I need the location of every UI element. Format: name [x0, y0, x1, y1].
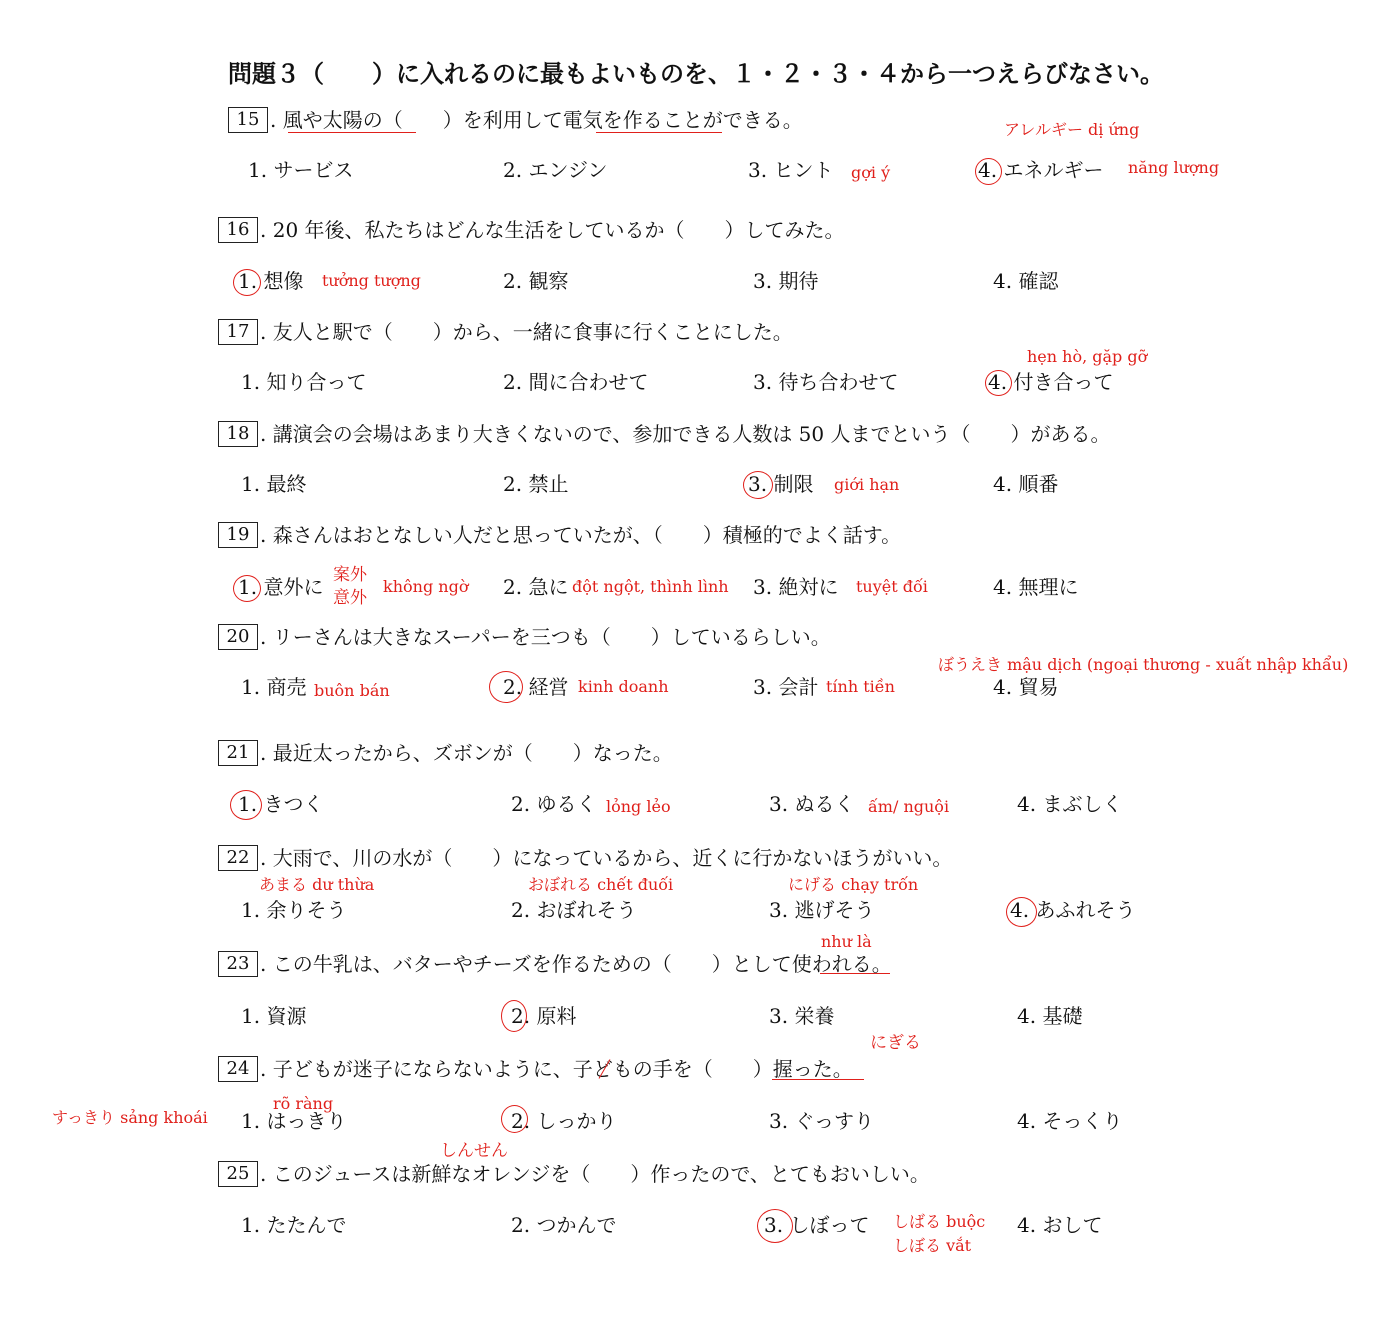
note-shinsen: しんせん: [440, 1141, 508, 1161]
option: 1. たたんで: [241, 1213, 347, 1237]
note-goi-y: gợi ý: [851, 163, 891, 182]
note-long-leo: lỏng lẻo: [606, 797, 671, 816]
option: 2. 急に: [503, 575, 569, 599]
question-text: . 最近太ったから、ズボンが（ ）なった。: [260, 741, 673, 765]
option: 2. 観察: [503, 269, 569, 293]
question-number: 23: [218, 951, 258, 977]
note-buon-ban: buôn bán: [314, 681, 390, 700]
option: 1. 余りそう: [241, 898, 347, 922]
option: 3. 栄養: [769, 1004, 835, 1028]
answer-circle: [489, 671, 523, 703]
answer-circle: [233, 575, 261, 602]
red-underline: [288, 132, 416, 133]
question-text: . このジュースは新鮮なオレンジを（ ）作ったので、とてもおいしい。: [260, 1162, 930, 1186]
option: 4. 貿易: [993, 675, 1059, 699]
note-nigiru: にぎる: [870, 1033, 921, 1053]
option: 3. ぐっすり: [769, 1109, 875, 1133]
note-shiboru-vat: しぼる vắt: [893, 1236, 972, 1255]
answer-circle: [501, 1105, 528, 1133]
option: 2. ゆるく: [511, 792, 597, 816]
question-number: 24: [218, 1056, 258, 1082]
answer-circle: [975, 158, 1002, 185]
question-text: . 風や太陽の（ ）を利用して電気を作ることができる。: [270, 108, 803, 132]
option: 2. 原料: [511, 1004, 577, 1028]
option: 1. 資源: [241, 1004, 307, 1028]
option: 3. 会計: [753, 675, 819, 699]
red-underline: [772, 1079, 864, 1080]
note-dot-ngot: đột ngột, thình lình: [572, 577, 729, 596]
note-tuyet-doi: tuyệt đối: [856, 577, 928, 596]
option: 4. 確認: [993, 269, 1059, 293]
note-nigeru: にげる chạy trốn: [788, 875, 919, 894]
option: 3. 制限: [748, 472, 814, 496]
option: 4. エネルギー: [978, 158, 1104, 182]
question-number: 25: [218, 1161, 258, 1187]
page-title: 問題３（ ）に入れるのに最もよいものを、１・２・３・４から一つえらびなさい。: [228, 59, 1164, 88]
option: 3. ぬるく: [769, 792, 855, 816]
note-nang-luong: năng lượng: [1128, 158, 1220, 177]
note-shibaru-buoc: しばる buộc: [893, 1212, 986, 1231]
option: 4. 付き合って: [988, 370, 1114, 394]
question-text: . 20 年後、私たちはどんな生活をしているか（ ）してみた。: [260, 218, 845, 242]
question-text: . 友人と駅で（ ）から、一緒に食事に行くことにした。: [260, 320, 793, 344]
answer-circle: [230, 790, 262, 820]
note-tinh-tien: tính tiền: [826, 677, 895, 696]
option: 2. おぼれそう: [511, 898, 637, 922]
note-oboreru: おぼれる chết đuối: [528, 875, 674, 894]
option: 4. おして: [1017, 1213, 1103, 1237]
option: 4. まぶしく: [1017, 792, 1123, 816]
note-arerugi: アレルギー dị ứng: [1004, 120, 1140, 139]
option: 4. そっくり: [1017, 1109, 1123, 1133]
option: 4. 順番: [993, 472, 1059, 496]
option: 3. 逃げそう: [769, 898, 875, 922]
option: 3. ヒント: [748, 158, 834, 182]
note-angai: 案外: [333, 565, 367, 585]
option: 4. あふれそう: [1010, 898, 1136, 922]
note-tuong-tuong: tưởng tượng: [322, 271, 421, 290]
note-ro-rang: rõ ràng: [273, 1094, 334, 1113]
option: 1. 最終: [241, 472, 307, 496]
option: 3. 待ち合わせて: [753, 370, 899, 394]
option: 2. しっかり: [511, 1109, 617, 1133]
option: 2. 禁止: [503, 472, 569, 496]
note-am-nguoi: ấm/ nguội: [868, 797, 950, 816]
question-text: . 森さんはおとなしい人だと思っていたが、（ ）積極的でよく話す。: [260, 523, 902, 547]
option: 3. しぼって: [764, 1213, 870, 1237]
option: 2. 経営: [503, 675, 569, 699]
question-text: . この牛乳は、バターやチーズを作るための（ ）として使われる。: [260, 952, 892, 976]
option: 2. エンジン: [503, 158, 608, 182]
question-text: . 講演会の会場はあまり大きくないので、参加できる人数は 50 人までという（ ）がある。: [260, 422, 1111, 446]
question-number: 21: [218, 740, 258, 766]
option: 4. 基礎: [1017, 1004, 1083, 1028]
option: 1. きつく: [238, 792, 324, 816]
answer-circle: [757, 1209, 793, 1243]
question-text: . 子どもが迷子にならないように、子どもの手を（ ）握った。: [260, 1057, 853, 1081]
option: 1. サービス: [248, 158, 354, 182]
question-number: 16: [218, 217, 258, 243]
question-text: . 大雨で、川の水が（ ）になっているから、近くに行かないほうがいい。: [260, 846, 953, 870]
option: 4. 無理に: [993, 575, 1079, 599]
question-number: 18: [218, 421, 258, 447]
note-boueki: ぼうえき mậu dịch (ngoại thương - xuất nhập khẩu): [938, 655, 1349, 674]
note-nhu-la: như là: [821, 932, 872, 951]
option: 3. 期待: [753, 269, 819, 293]
note-amaru: あまる dư thừa: [259, 875, 375, 894]
answer-circle: [743, 471, 773, 499]
option: 1. 知り合って: [241, 370, 367, 394]
answer-circle: [233, 269, 261, 296]
option: 1. 商売: [241, 675, 307, 699]
option: 1. はっきり: [241, 1109, 347, 1133]
red-underline: [596, 132, 722, 133]
option: 1. 想像: [238, 269, 304, 293]
note-gioi-han: giới hạn: [834, 475, 900, 494]
note-kinh-doanh: kinh doanh: [578, 677, 669, 696]
question-number: 19: [218, 522, 258, 548]
note-igai: 意外: [333, 588, 367, 608]
answer-circle: [985, 370, 1012, 396]
question-number: 22: [218, 845, 258, 871]
option: 3. 絶対に: [753, 575, 839, 599]
question-number: 15: [228, 107, 268, 133]
note-sukkiri: すっきり sảng khoái: [52, 1108, 208, 1127]
question-text: . リーさんは大きなスーパーを三つも（ ）しているらしい。: [260, 625, 831, 649]
option: 2. 間に合わせて: [503, 370, 649, 394]
answer-circle: [1006, 897, 1037, 927]
question-number: 17: [218, 319, 258, 345]
answer-circle: [501, 1000, 527, 1032]
red-underline: [820, 973, 890, 974]
option: 2. つかんで: [511, 1213, 617, 1237]
note-khong-ngo: không ngờ: [383, 577, 469, 596]
question-number: 20: [218, 624, 258, 650]
option: 1. 意外に: [238, 575, 324, 599]
note-hen-ho: hẹn hò, gặp gỡ: [1027, 347, 1148, 366]
